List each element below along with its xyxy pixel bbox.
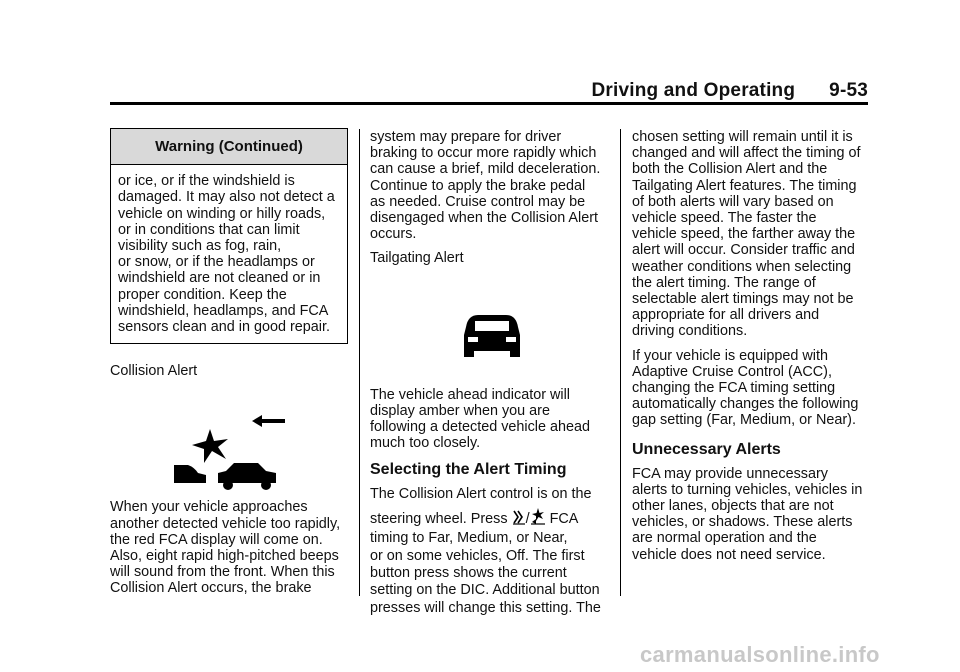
text-line: Adaptive Cruise Control (ACC), — [632, 363, 832, 380]
text-line: display amber when you are — [370, 402, 550, 419]
tailgating-alert-heading: Tailgating Alert — [370, 250, 464, 267]
collision-alert-heading: Collision Alert — [110, 363, 198, 380]
text-line: Also, eight rapid high-pitched beeps — [110, 548, 339, 565]
text-line: The vehicle ahead indicator will — [370, 386, 570, 403]
column-divider-2 — [620, 129, 621, 596]
warning-line: sensors clean and in good repair. — [118, 319, 331, 336]
timing-continued-paragraph — [632, 129, 870, 340]
text-line: vehicles, or shadows. These alerts — [632, 514, 853, 531]
text-line: alerts to turning vehicles, vehicles in — [632, 481, 863, 498]
text-line: of both alerts will vary based on — [632, 193, 834, 210]
text-line-with-icons — [370, 507, 608, 530]
collision-alert-paragraph — [110, 499, 348, 596]
text-line: occurs. — [370, 226, 417, 243]
text-line: If your vehicle is equipped with — [632, 347, 828, 364]
text-line: selectable alert timings may not be — [632, 291, 854, 308]
text-line: vehicle speed, the farther away the — [632, 226, 856, 243]
warning-box — [110, 128, 348, 344]
text-line: Collision Alert occurs, the brake — [110, 580, 312, 597]
collision-alert-button-icon — [530, 507, 546, 530]
acc-paragraph — [632, 348, 870, 429]
warning-line: proper condition. Keep the — [118, 286, 287, 303]
text-line: automatically changes the following — [632, 396, 859, 413]
warning-line: vehicle on winding or hilly roads, — [118, 205, 326, 222]
text-line: vehicle speed. The faster the — [632, 210, 817, 227]
text-line: Tailgating Alert features. The timing — [632, 177, 857, 194]
text-line: system may prepare for driver — [370, 129, 562, 145]
timing-button-icon — [512, 509, 526, 530]
column-3 — [632, 129, 870, 571]
text-fragment: steering wheel. Press — [370, 510, 508, 527]
warning-line: or snow, or if the headlamps or — [118, 254, 315, 271]
warning-line: damaged. It may also not detect a — [118, 189, 335, 206]
text-line: timing to Far, Medium, or Near, — [370, 530, 568, 547]
alert-timing-heading: Selecting the Alert Timing — [370, 461, 567, 479]
text-line: gap setting (Far, Medium, or Near). — [632, 412, 856, 429]
text-line: the alert timing. The range of — [632, 274, 816, 291]
text-line: or on some vehicles, Off. The first — [370, 547, 585, 564]
vehicle-ahead-icon — [370, 275, 608, 387]
text-line: can cause a brief, mild deceleration. — [370, 161, 601, 178]
warning-title: Warning (Continued) — [111, 129, 347, 165]
text-line: both the Collision Alert and the — [632, 161, 828, 178]
text-line: another detected vehicle too rapidly, — [110, 515, 341, 532]
watermark: carmanualsonline.info — [640, 642, 880, 667]
header-rule — [110, 102, 868, 105]
text-line: chosen setting will remain until it is — [632, 129, 853, 145]
unnecessary-alerts-heading: Unnecessary Alerts — [632, 440, 781, 458]
text-line: presses will change this setting. The — [370, 599, 601, 616]
text-line: weather conditions when selecting — [632, 258, 852, 275]
warning-line: or in conditions that can limit — [118, 221, 300, 238]
warning-line: windshield are not cleaned or in — [118, 270, 321, 287]
page-number: 9-53 — [829, 80, 868, 101]
text-line: vehicle does not need service. — [632, 546, 826, 563]
text-line: following a detected vehicle ahead — [370, 419, 591, 436]
collision-alert-icon — [110, 387, 348, 497]
text-line: will sound from the front. When this — [110, 564, 335, 581]
text-line: button press shows the current — [370, 565, 567, 582]
vehicle-ahead-paragraph — [370, 387, 608, 452]
section-title: Driving and Operating — [591, 80, 796, 101]
text-line: When your vehicle approaches — [110, 499, 308, 516]
text-line: setting on the DIC. Additional button — [370, 582, 600, 599]
text-line: Continue to apply the brake pedal — [370, 177, 586, 194]
text-line: are normal operation and the — [632, 530, 817, 547]
text-line: other lanes, objects that are not — [632, 498, 834, 515]
text-fragment: FCA — [549, 510, 579, 527]
alert-timing-paragraph — [370, 486, 608, 617]
warning-line: visibility such as fog, rain, — [118, 238, 282, 255]
warning-body — [111, 165, 347, 343]
column-1 — [110, 128, 348, 597]
warning-line: windshield, headlamps, and FCA — [118, 302, 329, 319]
collision-continued-paragraph — [370, 129, 608, 242]
column-2 — [370, 129, 608, 617]
text-line: braking to occur more rapidly which — [370, 145, 597, 162]
column-divider-1 — [359, 129, 360, 596]
text-line: appropriate for all drivers and — [632, 307, 820, 324]
text-fragment: / — [525, 510, 530, 527]
text-line: The Collision Alert control is on the — [370, 486, 592, 503]
text-line: as needed. Cruise control may be — [370, 193, 586, 210]
text-line: driving conditions. — [632, 323, 748, 340]
text-line: the red FCA display will come on. — [110, 531, 323, 548]
text-line: FCA may provide unnecessary — [632, 465, 828, 482]
text-line: changed and will affect the timing of — [632, 145, 861, 162]
unnecessary-alerts-paragraph — [632, 466, 870, 563]
text-line: alert will occur. Consider traffic and — [632, 242, 855, 259]
warning-line: or ice, or if the windshield is — [118, 173, 295, 190]
header-text — [591, 80, 868, 102]
text-line: disengaged when the Collision Alert — [370, 210, 599, 227]
text-line: much too closely. — [370, 435, 481, 452]
text-line: changing the FCA timing setting — [632, 380, 836, 397]
